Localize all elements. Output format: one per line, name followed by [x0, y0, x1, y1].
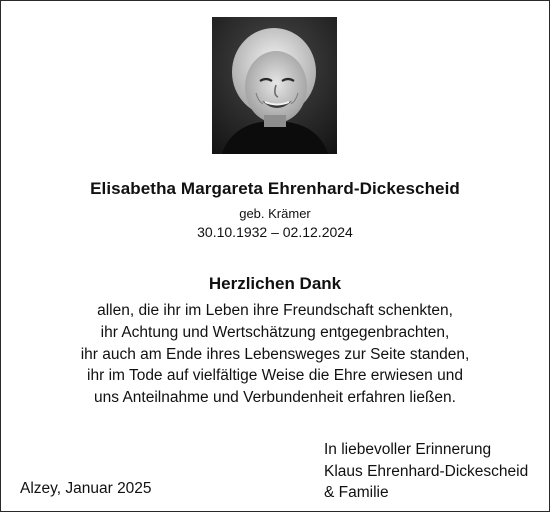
deceased-name: Elisabetha Margareta Ehrenhard-Dickescheid [90, 179, 460, 198]
thanks-line: ihr auch am Ende ihres Lebensweges zur Seite standen, [80, 345, 470, 363]
signature-line: Klaus Ehrenhard-Dickescheid [324, 462, 529, 480]
thanks-line: uns Anteilnahme und Verbundenheit erfahren ließen. [94, 389, 456, 407]
thanks-line: allen, die ihr im Leben ihre Freundschaft schenkten, [97, 302, 453, 319]
portrait-photo [212, 17, 337, 154]
signature-line: & Familie [324, 484, 389, 502]
place-and-date: Alzey, Januar 2025 [20, 480, 152, 497]
thanks-line: ihr Achtung und Wertschätzung entgegenbrachten, [100, 323, 450, 341]
life-dates: 30.10.1932 – 02.12.2024 [197, 224, 353, 240]
thanks-text [0, 300, 550, 409]
signature-block [324, 439, 528, 504]
signature-line: In liebevoller Erinnerung [324, 441, 492, 458]
birth-name: geb. Krämer [239, 206, 311, 221]
thanks-line: ihr im Tode auf vielfältige Weise die Ehre erwiesen und [87, 367, 463, 385]
thanks-heading: Herzlichen Dank [208, 274, 342, 293]
portrait-image [212, 17, 337, 154]
